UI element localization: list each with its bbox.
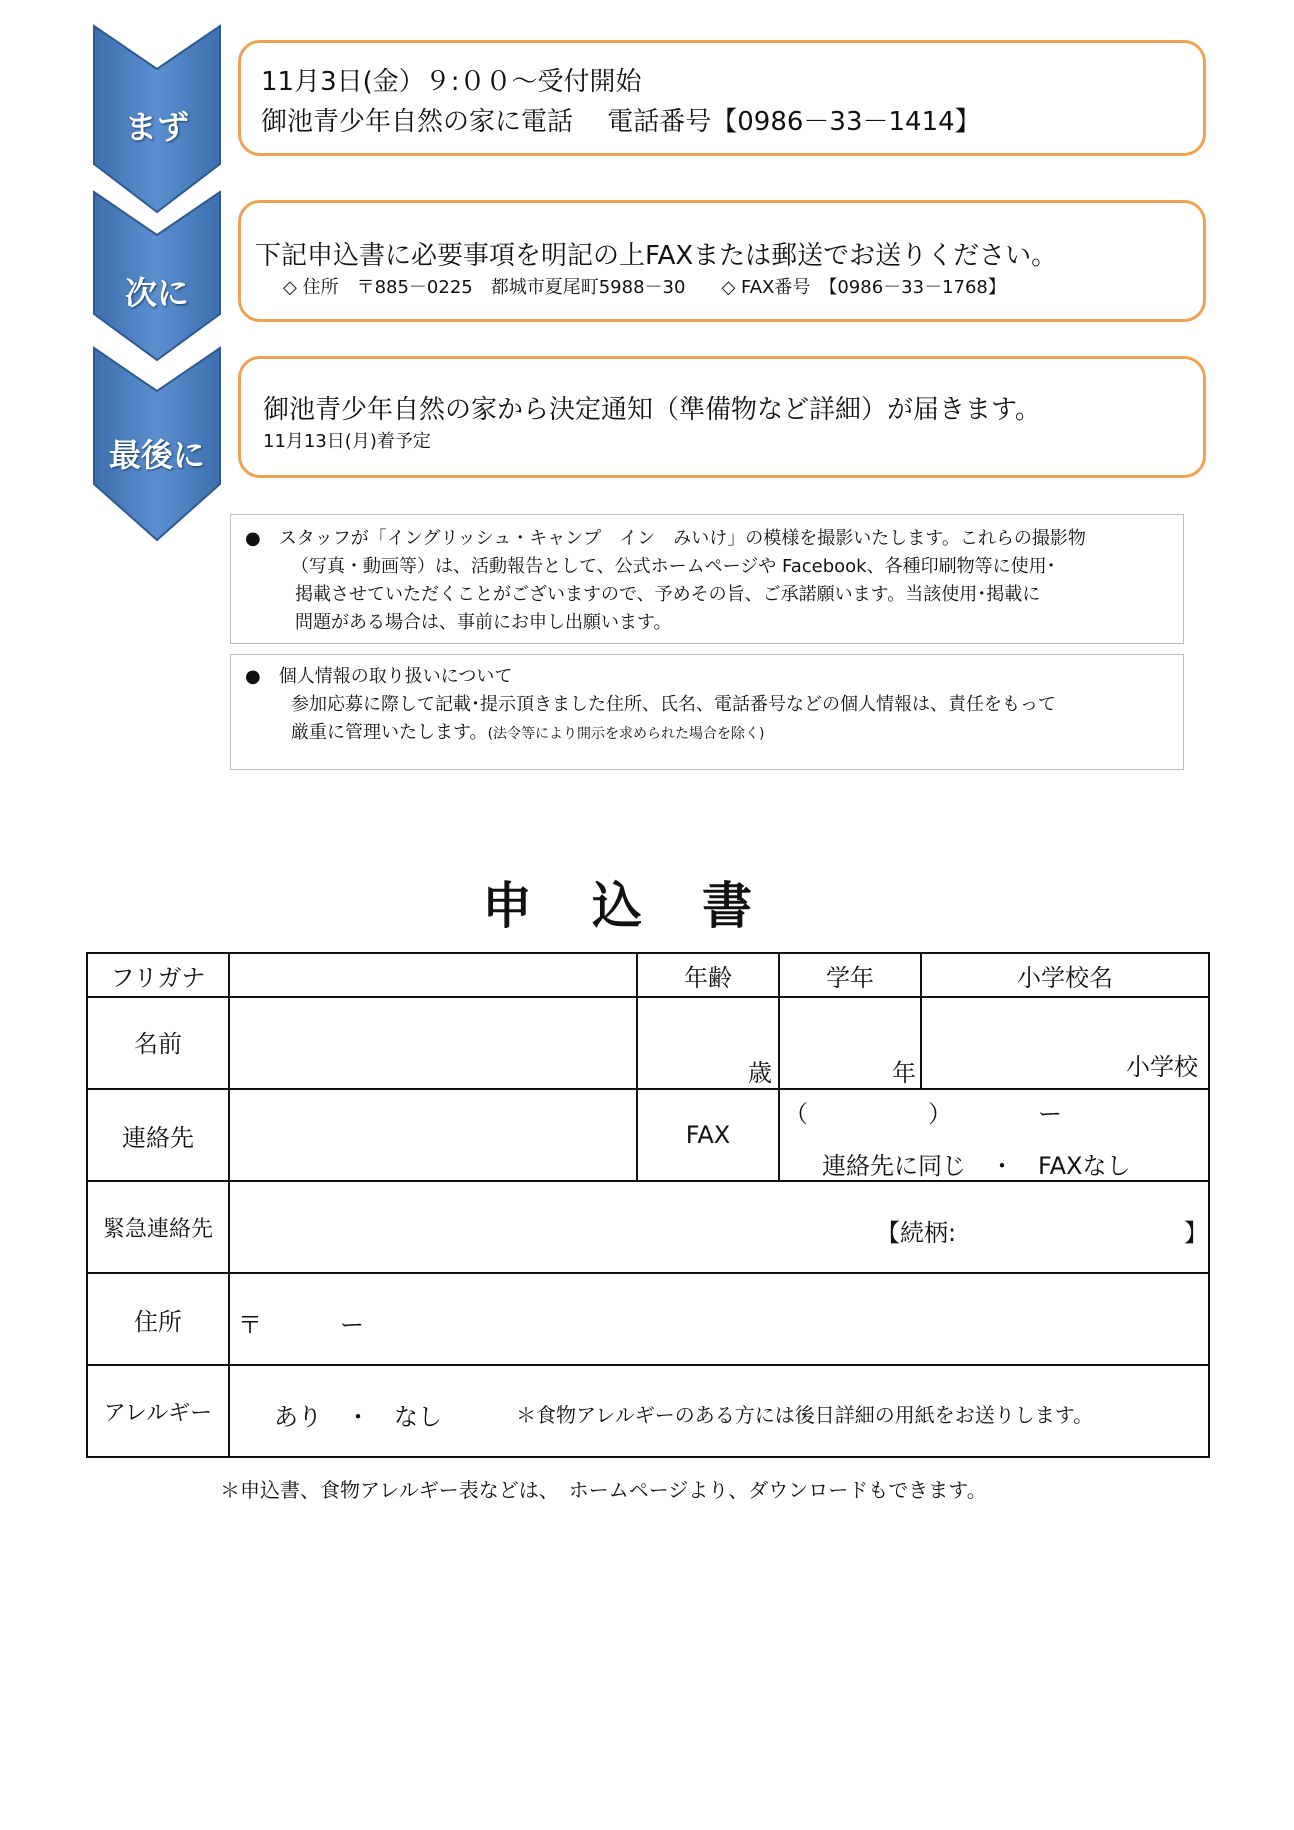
address-label: 住所 [87,1273,229,1365]
allergy-options[interactable]: あり ・ なし [274,1403,442,1431]
step-box-1 [238,40,1206,156]
contact-input[interactable] [229,1089,637,1181]
photo-notice [230,514,1184,644]
application-form [86,952,1210,1458]
step-line: 11月3日(金）９:００～受付開始 [261,67,642,97]
school-input[interactable] [921,997,1209,1089]
step-label: 次に [124,274,189,312]
postal-dash: ー [340,1311,364,1339]
emergency-label: 緊急連絡先 [87,1181,229,1273]
age-input[interactable] [637,997,779,1089]
allergy-input[interactable] [229,1365,1209,1457]
name-input[interactable] [229,997,637,1089]
bullet-icon: ● [245,666,261,687]
step-chevron-2 [92,190,222,362]
privacy-notice [230,654,1184,770]
postal-mark: 〒 [238,1311,262,1339]
address-input[interactable] [229,1273,1209,1365]
notice-line: 問題がある場合は、事前にお申し出願います。 [295,612,672,633]
notice-line: （写真・動画等）は、活動報告として、公式ホームページや Facebook、各種印刷物等に使用･ [291,556,1056,577]
school-unit: 小学校 [1126,1053,1198,1081]
form-title: 申込書 [482,877,812,935]
fax-input[interactable] [779,1089,1209,1181]
step-line: 下記申込書に必要事項を明記の上FAXまたは郵送でお送りください。 [255,241,1058,271]
step-label: まず [124,108,189,146]
relation-open: 【続柄: [876,1219,957,1247]
age-header: 年齢 [637,953,779,997]
contact-label: 連絡先 [87,1089,229,1181]
step-box-2 [238,200,1206,322]
emergency-input[interactable] [229,1181,1209,1273]
fax-label: FAX [637,1089,779,1181]
furigana-label: フリガナ [87,953,229,997]
name-label: 名前 [87,997,229,1089]
fax-options[interactable]: 連絡先に同じ ・ FAXなし [822,1152,1131,1180]
notice-line: 厳重に管理いたします。(法令等により開示を求められた場合を除く) [291,722,765,743]
step-line: 御池青少年自然の家から決定通知（準備物など詳細）が届きます。 [263,395,1041,425]
fax-dash: ー [1038,1100,1062,1128]
school-header: 小学校名 [921,953,1209,997]
footnote: ＊申込書、食物アレルギー表などは、 ホームページより、ダウンロードもできます。 [220,1478,987,1502]
furigana-input[interactable] [229,953,637,997]
fax-paren-open: （ [784,1100,808,1128]
bullet-icon: ● [245,528,261,549]
grade-unit: 年 [892,1059,916,1087]
step-chevron-1 [92,24,222,214]
step-line: ◇ 住所 〒885－0225 都城市夏尾町5988－30 ◇ FAX番号 【0986－33－1768】 [283,277,1006,298]
step-line: 11月13日(月)着予定 [263,431,431,452]
notice-line: 掲載させていただくことがございますので、予めその旨、ご承諾願います。当該使用･掲載に [295,584,1041,605]
grade-input[interactable] [779,997,921,1089]
fax-paren-close: ） [928,1100,952,1128]
age-unit: 歳 [748,1059,772,1087]
grade-header: 学年 [779,953,921,997]
relation-close: 】 [1184,1219,1208,1247]
notice-line: ● 個人情報の取り扱いについて [245,666,513,687]
notice-line: 参加応募に際して記載･提示頂きました住所、氏名、電話番号などの個人情報は、責任をもって [291,694,1056,715]
allergy-note: ＊食物アレルギーのある方には後日詳細の用紙をお送りします。 [516,1403,1094,1427]
step-label: 最後に [108,436,205,474]
notice-line: ● スタッフが「イングリッシュ・キャンプ イン みいけ」の模様を撮影いたします。これらの撮影物 [245,528,1086,549]
step-chevron-3 [92,346,222,542]
step-line: 御池青少年自然の家に電話 電話番号【0986－33－1414】 [261,107,981,137]
step-box-3 [238,356,1206,478]
allergy-label: アレルギー [87,1365,229,1457]
